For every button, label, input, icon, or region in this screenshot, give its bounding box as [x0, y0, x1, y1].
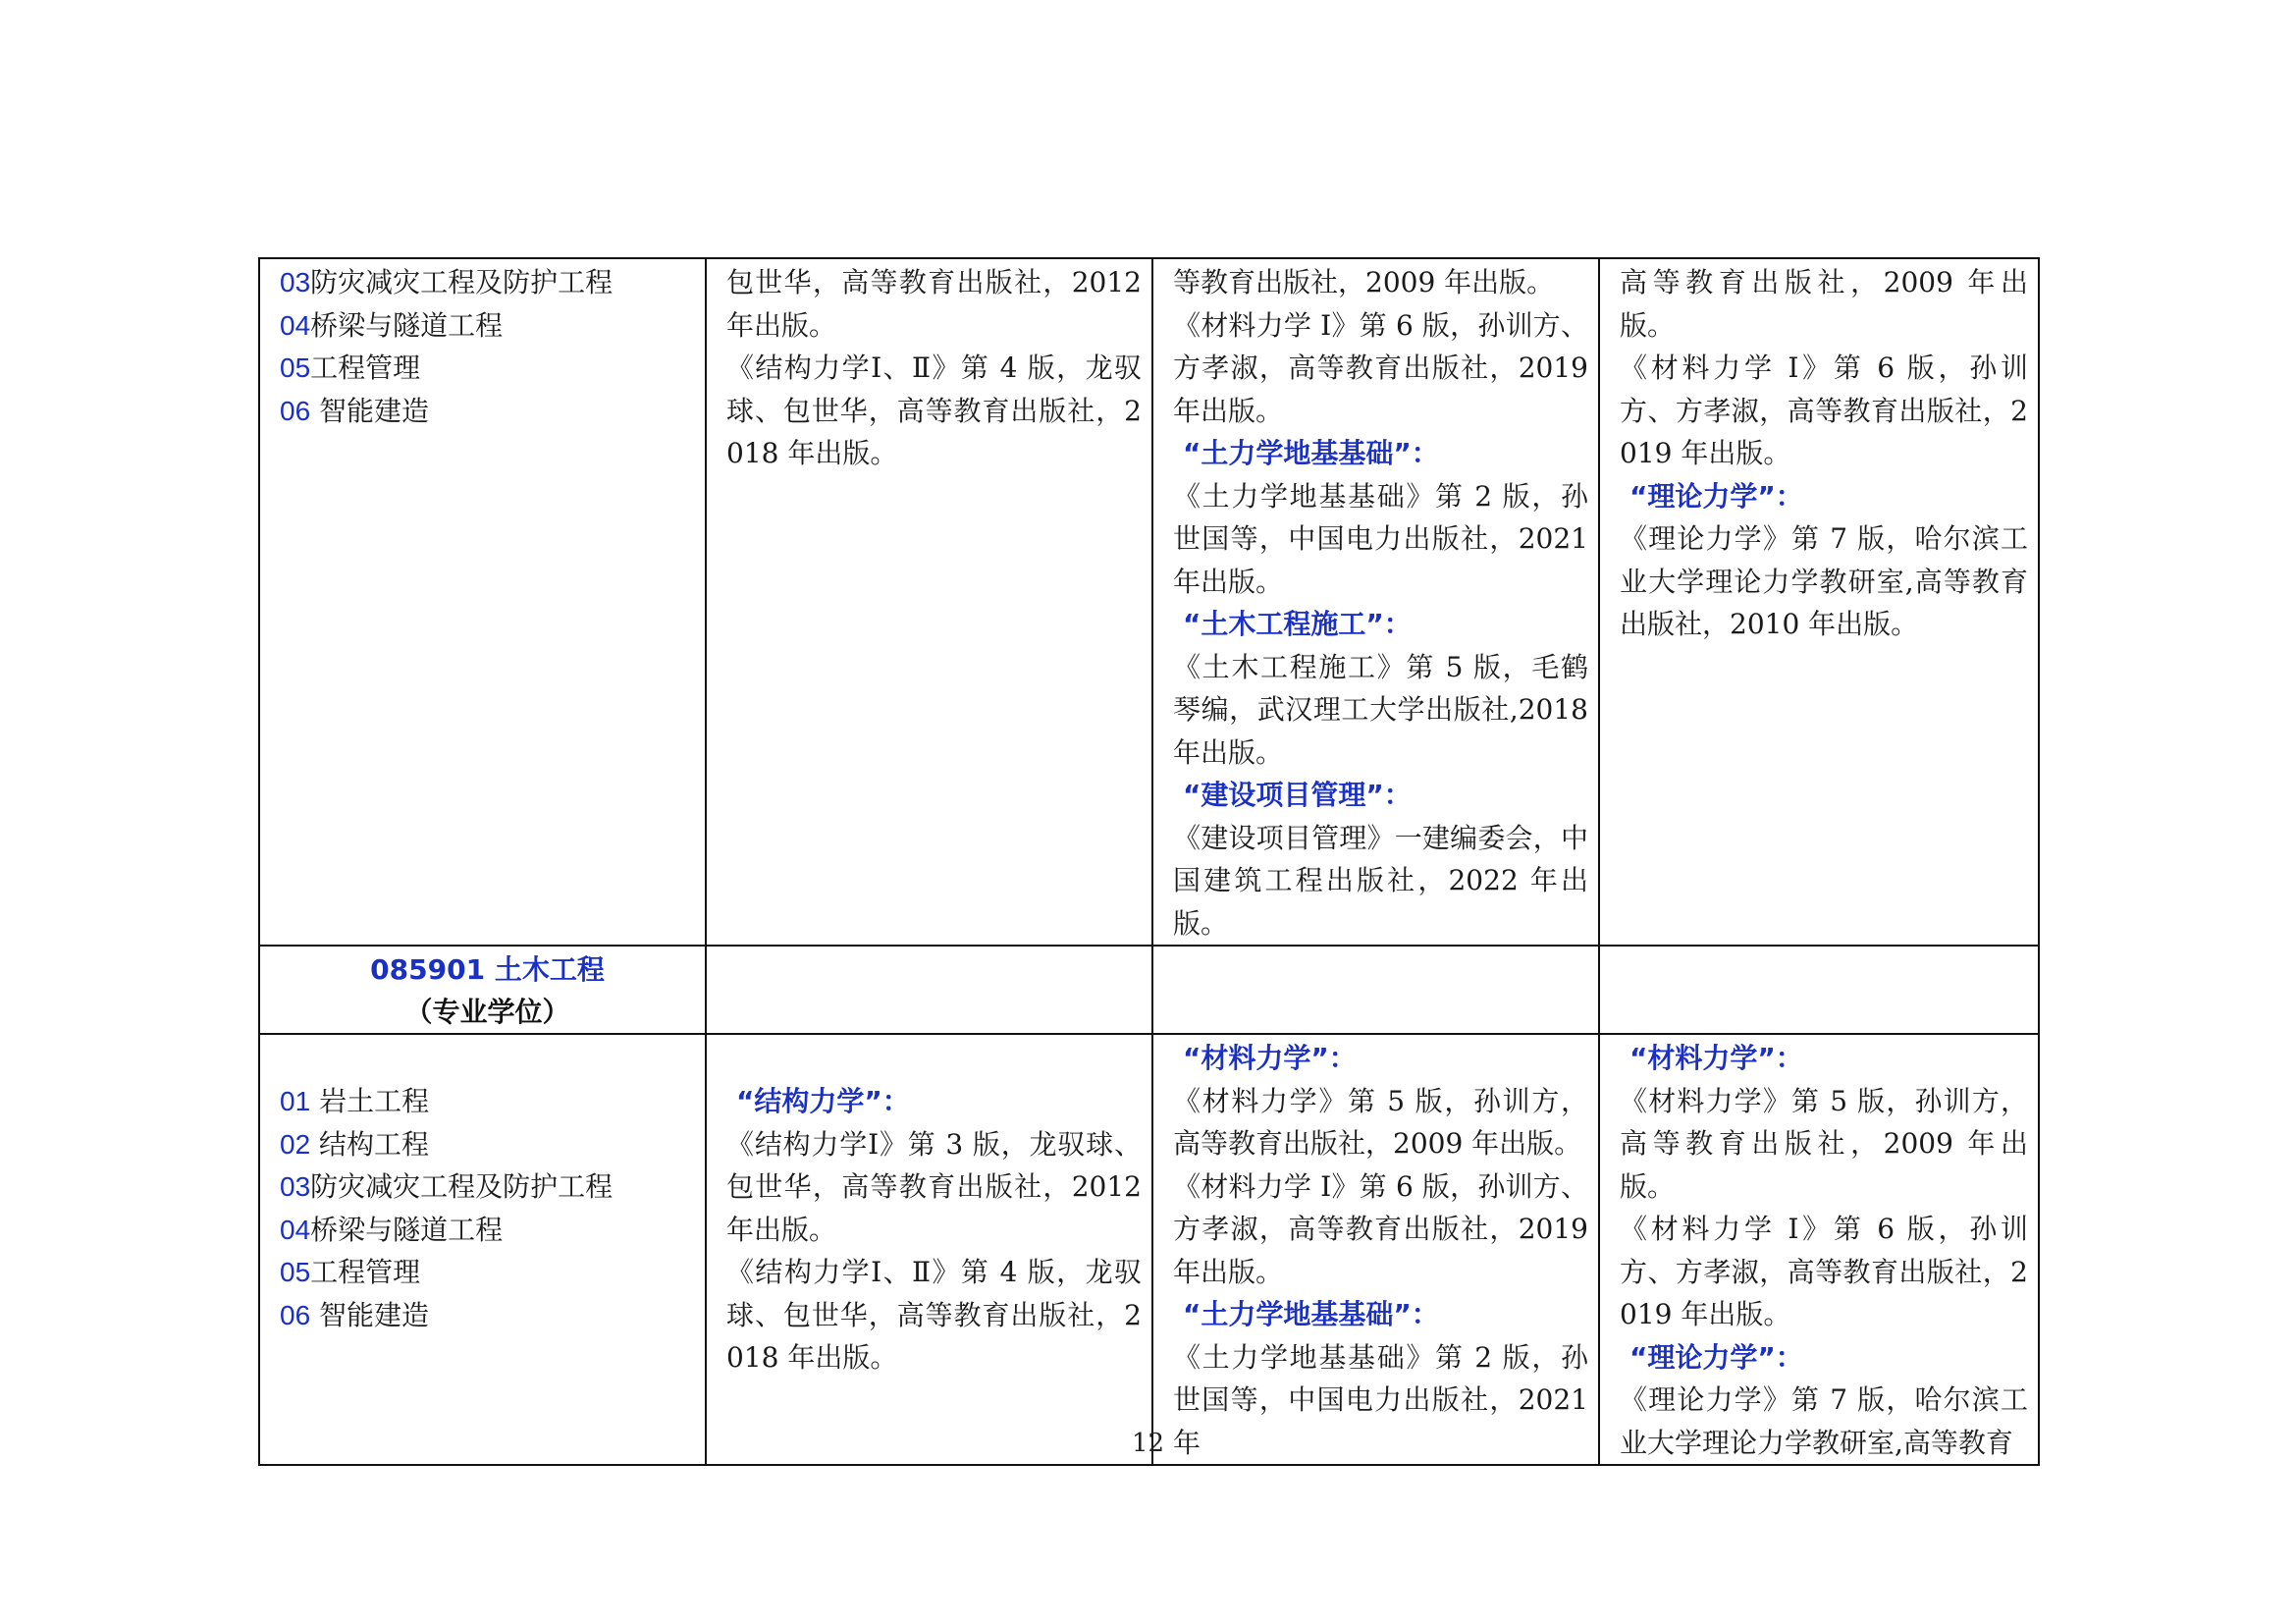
- page-number: 12: [1131, 1429, 1165, 1458]
- subject-heading: “材料力学”：: [1183, 1042, 1357, 1074]
- table-row: [259, 1034, 2039, 1465]
- direction-item: 02 结构工程: [280, 1127, 430, 1161]
- subject-heading: “土力学地基基础”：: [1183, 1298, 1439, 1330]
- book-entry: 《结构力学Ⅰ》第 3 版，龙驭球、包世华，高等教育出版社，2012 年出版。: [726, 1127, 1142, 1246]
- empty-cell: [1152, 946, 1599, 1034]
- book-entry: 《材料力学 I》第 6 版，孙训方、方孝淑，高等教育出版社，2019 年出版。: [1173, 1169, 1588, 1288]
- subject-heading: “建设项目管理”：: [1183, 779, 1412, 811]
- book-entry: 《结构力学Ⅰ、Ⅱ》第 4 版，龙驭球、包世华，高等教育出版社，2018 年出版。: [726, 352, 1142, 469]
- book-entry: 《理论力学》第 7 版，哈尔滨工业大学理论力学教研室,高等教育出版社，2010 年出版。: [1620, 522, 2028, 640]
- direction-item: 06 智能建造: [280, 394, 430, 427]
- direction-item: 06 智能建造: [280, 1298, 430, 1331]
- subject-heading: “结构力学”：: [736, 1085, 910, 1117]
- direction-item: 03防灾减灾工程及防护工程: [280, 1170, 614, 1203]
- book-entry: 《材料力学 I》第 6 版，孙训方、方孝淑，高等教育出版社，2019 年出版。: [1620, 352, 2028, 469]
- book-entry: 《建设项目管理》一建编委会，中国建筑工程出版社，2022 年出版。: [1173, 821, 1588, 940]
- direction-item: 04桥梁与隧道工程: [280, 308, 504, 342]
- book-entry: 《材料力学》第 5 版，孙训方，高等教育出版社，2009 年出版。: [1173, 1084, 1588, 1160]
- direction-item: 05工程管理: [280, 1256, 421, 1288]
- book-entry: 《材料力学》第 5 版，孙训方，高等教育出版社，2009 年出版。: [1620, 1084, 2028, 1203]
- syllabus-table: [258, 257, 2040, 1466]
- book-entry: 等教育出版社，2009 年出版。: [1173, 266, 1555, 298]
- direction-item: 05工程管理: [280, 352, 421, 384]
- exam-subject-1-cell: [706, 1034, 1152, 1465]
- direction-item: 03防灾减灾工程及防护工程: [280, 266, 614, 298]
- directions-cell: [259, 258, 706, 946]
- direction-item: 04桥梁与隧道工程: [280, 1213, 504, 1246]
- book-entry: 《土木工程施工》第 5 版，毛鹤琴编，武汉理工大学出版社,2018 年出版。: [1173, 650, 1588, 769]
- major-cell: [259, 946, 706, 1034]
- subject-heading: “材料力学”：: [1629, 1042, 1803, 1074]
- exam-subject-1-cell: [706, 258, 1152, 946]
- book-entry: 《土力学地基基础》第 2 版，孙世国等，中国电力出版社，2021 年: [1173, 1340, 1588, 1459]
- empty-cell: [706, 946, 1152, 1034]
- major-code: 085901 土木工程: [370, 953, 605, 986]
- empty-cell: [1599, 946, 2039, 1034]
- book-entry: 《材料力学 I》第 6 版，孙训方、方孝淑，高等教育出版社，2019 年出版。: [1173, 308, 1588, 427]
- subject-heading: “土木工程施工”：: [1183, 608, 1412, 640]
- subject-heading: “土力学地基基础”：: [1183, 437, 1439, 469]
- book-entry: 高等教育出版社，2009 年出版。: [1620, 266, 2028, 342]
- exam-subject-3-cell: [1599, 258, 2039, 946]
- exam-subject-2-cell: [1152, 258, 1599, 946]
- book-entry: 《土力学地基基础》第 2 版，孙世国等，中国电力出版社，2021 年出版。: [1173, 479, 1588, 598]
- table-row: [259, 946, 2039, 1034]
- book-entry: 《理论力学》第 7 版，哈尔滨工业大学理论力学教研室,高等教育: [1620, 1383, 2028, 1459]
- direction-item: 01 岩土工程: [280, 1085, 430, 1117]
- subject-heading: “理论力学”：: [1629, 1340, 1803, 1374]
- exam-subject-3-cell: [1599, 1034, 2039, 1465]
- book-entry: 《材料力学 I》第 6 版，孙训方、方孝淑，高等教育出版社，2019 年出版。: [1620, 1213, 2028, 1330]
- exam-subject-2-cell: [1152, 1034, 1599, 1465]
- table-row: [259, 258, 2039, 946]
- major-degree-type: （专业学位）: [404, 996, 570, 1028]
- subject-heading: “理论力学”：: [1629, 479, 1803, 513]
- directions-cell: [259, 1034, 706, 1465]
- book-entry: 《结构力学Ⅰ、Ⅱ》第 4 版，龙驭球、包世华，高等教育出版社，2018 年出版。: [726, 1256, 1142, 1374]
- book-entry: 包世华，高等教育出版社，2012 年出版。: [726, 266, 1142, 342]
